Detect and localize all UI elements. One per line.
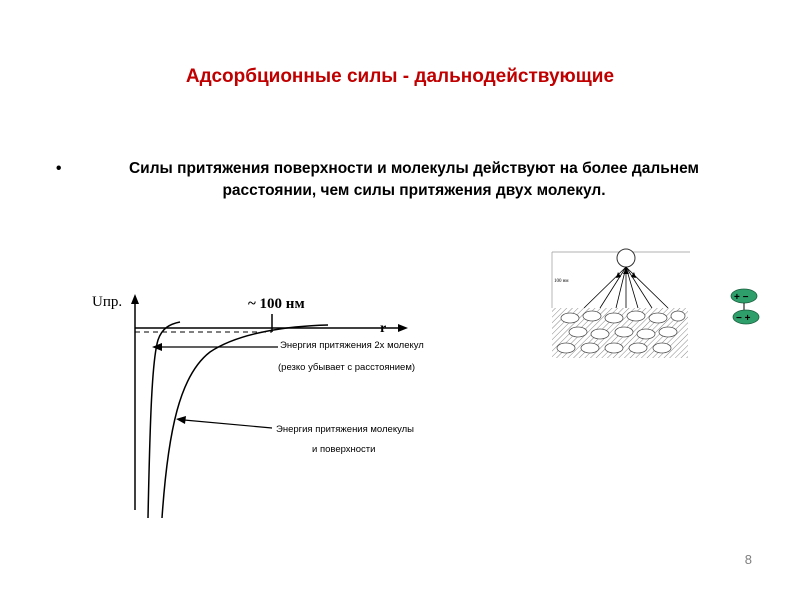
x-axis-arrow-icon <box>398 324 408 332</box>
dipole-top-label: + − <box>734 292 749 303</box>
page-number: 8 <box>744 552 752 567</box>
annotation-two-molecules: Энергия притяжения 2х молекул <box>280 340 424 351</box>
dipole-figure <box>726 284 766 330</box>
x-axis-label: r <box>380 321 387 336</box>
annotation-two-molecules-note: (резко убывает с расстоянием) <box>278 362 416 373</box>
bullet-icon: • <box>56 160 62 177</box>
molecule-icon <box>617 249 635 267</box>
arrow-head-icon <box>176 416 186 424</box>
adsorption-figure <box>540 244 690 360</box>
y-axis-arrow-icon <box>131 294 139 304</box>
dipole-bottom-label: − + <box>736 313 751 324</box>
bullet-text: Силы притяжения поверхности и молекулы действуют на более дальнем расстоянии, чем силы притяжения двух молекул. <box>128 160 699 199</box>
curve-molecule-surface <box>162 325 328 518</box>
annotation-molecule-surface-2: и поверхности <box>312 444 376 455</box>
slide-title: Адсорбционные силы - дальнодействующие <box>185 66 615 87</box>
energy-graph <box>80 280 480 530</box>
arrow-molecule-surface <box>184 420 272 428</box>
annotation-molecule-surface-1: Энергия притяжения молекулы <box>276 424 415 435</box>
scale-label: 100 нм <box>554 279 569 284</box>
distance-label: ~ 100 нм <box>248 296 305 312</box>
y-axis-label: Uпр. <box>92 294 123 310</box>
